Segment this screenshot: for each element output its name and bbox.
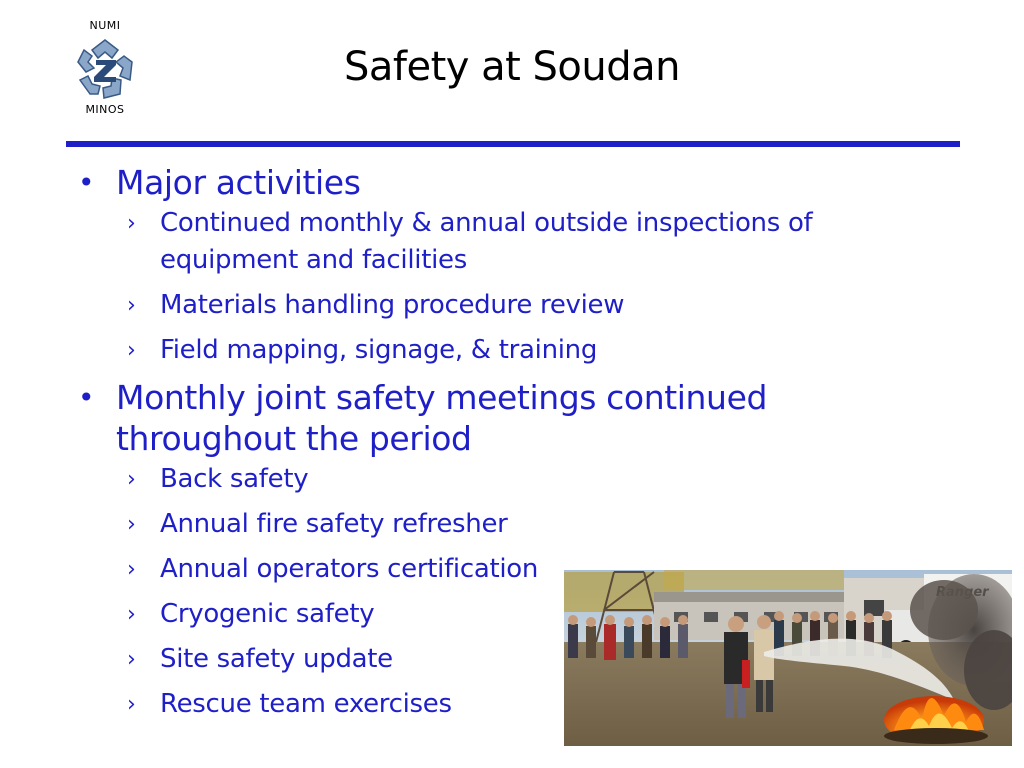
- bullet-item: [72, 377, 952, 459]
- sub-bullet-text: Rescue team exercises: [160, 689, 452, 719]
- sub-bullet-item: [72, 205, 952, 279]
- sub-bullet-marker: ›: [127, 557, 136, 582]
- sub-bullet-text: Back safety: [160, 464, 309, 494]
- logo-top-text: NUMI: [89, 19, 121, 32]
- sub-bullet-marker: ›: [127, 512, 136, 537]
- sub-bullet-marker: ›: [127, 602, 136, 627]
- sub-bullet-item: [72, 332, 952, 369]
- sub-bullet-marker: ›: [127, 647, 136, 672]
- sub-bullet-text: Site safety update: [160, 644, 393, 674]
- sub-bullet-text: Cryogenic safety: [160, 599, 375, 629]
- bullet-item: [72, 162, 952, 203]
- sub-bullet-marker: ›: [127, 338, 136, 363]
- sub-bullet-marker: ›: [127, 467, 136, 492]
- sub-bullet-marker: ›: [127, 211, 136, 236]
- sub-bullet-text: Annual operators certification: [160, 554, 539, 584]
- training-photo-illustration: [564, 570, 1012, 746]
- sub-bullet-item: [72, 287, 952, 324]
- sub-bullet-marker: ›: [127, 692, 136, 717]
- title-divider: [66, 141, 960, 147]
- sub-bullet-text: Materials handling procedure review: [160, 290, 625, 320]
- sub-bullet-item: [72, 506, 952, 543]
- bullet-marker: •: [78, 166, 95, 199]
- sub-bullet-text: Annual fire safety refresher: [160, 509, 508, 539]
- bullet-text: Monthly joint safety meetings continued throughout the period: [116, 378, 768, 458]
- fire-extinguisher-training-photo: [564, 570, 1012, 746]
- bullet-text: Major activities: [116, 163, 361, 202]
- sub-bullet-text: Field mapping, signage, & training: [160, 335, 598, 365]
- slide-title: Safety at Soudan: [343, 44, 681, 90]
- sub-bullet-marker: ›: [127, 293, 136, 318]
- bullet-marker: •: [78, 381, 95, 414]
- logo-bottom-text: MINOS: [85, 103, 125, 116]
- sub-bullet-item: [72, 461, 952, 498]
- sub-bullet-text: Continued monthly & annual outside inspections of equipment and facilities: [160, 208, 813, 275]
